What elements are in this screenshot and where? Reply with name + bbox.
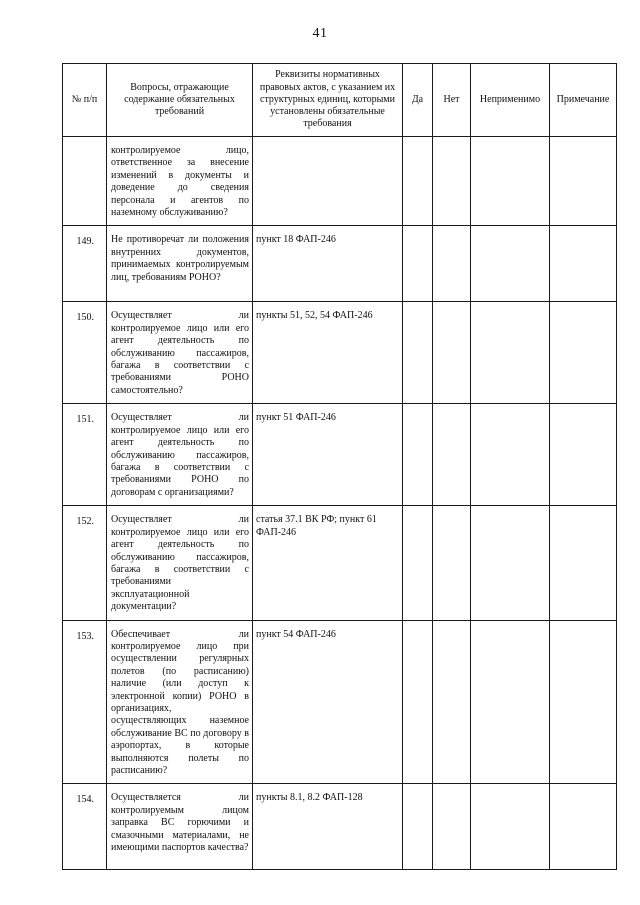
header-yes: Да	[403, 64, 433, 137]
cell-note	[550, 620, 617, 784]
row-question: контролируемое лицо, ответственное за внесение изменений в документы и доведение до сведения персонала и агентов по наземному обслуживанию?	[107, 137, 253, 226]
header-requisites: Реквизиты нормативных правовых актов, с указанием их структурных единиц, которыми установлены обязательные требования	[253, 64, 403, 137]
row-question: Осуществляет ли контролируемое лицо или его агент деятельность по обслуживанию пассажиров, багажа в соответствии с требованиями РОНО по договорам с организациями?	[107, 404, 253, 506]
table-row	[63, 506, 617, 620]
table-row	[63, 226, 617, 302]
cell-not-applicable	[471, 404, 550, 506]
row-requisites	[253, 137, 403, 226]
table-row	[63, 620, 617, 784]
table-header-row	[63, 64, 617, 137]
cell-no	[433, 302, 471, 404]
cell-no	[433, 784, 471, 870]
row-requisites: пункты 51, 52, 54 ФАП-246	[253, 302, 403, 404]
row-number: 150.	[63, 302, 107, 404]
cell-not-applicable	[471, 506, 550, 620]
cell-note	[550, 784, 617, 870]
header-num: № п/п	[63, 64, 107, 137]
header-question: Вопросы, отражающие содержание обязательных требований	[107, 64, 253, 137]
cell-no	[433, 226, 471, 302]
cell-note	[550, 226, 617, 302]
page-number: 41	[312, 26, 328, 41]
cell-not-applicable	[471, 137, 550, 226]
table-row	[63, 302, 617, 404]
cell-yes	[403, 506, 433, 620]
cell-note	[550, 404, 617, 506]
row-number: 153.	[63, 620, 107, 784]
row-question: Осуществляет ли контролируемое лицо или его агент деятельность по обслуживанию пассажиров, багажа в соответствии с требованиями эксплуатационной документации?	[107, 506, 253, 620]
cell-no	[433, 137, 471, 226]
table-row	[63, 137, 617, 226]
cell-yes	[403, 404, 433, 506]
checklist-table	[62, 63, 617, 870]
cell-not-applicable	[471, 226, 550, 302]
cell-not-applicable	[471, 302, 550, 404]
cell-not-applicable	[471, 620, 550, 784]
row-question: Осуществляет ли контролируемое лицо или его агент деятельность по обслуживанию пассажиров, багажа в соответствии с требованиями РОНО самостоятельно?	[107, 302, 253, 404]
row-requisites: статья 37.1 ВК РФ; пункт 61 ФАП-246	[253, 506, 403, 620]
cell-no	[433, 506, 471, 620]
row-number: 154.	[63, 784, 107, 870]
row-question: Обеспечивает ли контролируемое лицо при осуществлении регулярных полетов (по расписанию) наличие (или доступ к электронной копии) РОНО в организациях, осуществляющих наземное обслуживание ВС по договору в аэропортах, в которые выполняются полеты по расписанию?	[107, 620, 253, 784]
row-requisites: пункт 18 ФАП-246	[253, 226, 403, 302]
cell-no	[433, 404, 471, 506]
row-requisites: пункты 8.1, 8.2 ФАП-128	[253, 784, 403, 870]
cell-yes	[403, 302, 433, 404]
row-requisites: пункт 54 ФАП-246	[253, 620, 403, 784]
row-requisites: пункт 51 ФАП-246	[253, 404, 403, 506]
table-row	[63, 784, 617, 870]
cell-yes	[403, 784, 433, 870]
cell-note	[550, 137, 617, 226]
header-no: Нет	[433, 64, 471, 137]
cell-note	[550, 506, 617, 620]
row-number: 152.	[63, 506, 107, 620]
cell-yes	[403, 226, 433, 302]
table-row	[63, 404, 617, 506]
cell-note	[550, 302, 617, 404]
header-not-applicable: Неприменимо	[471, 64, 550, 137]
cell-yes	[403, 137, 433, 226]
row-question: Осуществляется ли контролируемым лицом заправка ВС горючими и смазочными материалами, не имеющими паспортов качества?	[107, 784, 253, 870]
cell-yes	[403, 620, 433, 784]
row-number: 151.	[63, 404, 107, 506]
cell-not-applicable	[471, 784, 550, 870]
row-number: 149.	[63, 226, 107, 302]
row-number	[63, 137, 107, 226]
cell-no	[433, 620, 471, 784]
header-note: Примечание	[550, 64, 617, 137]
row-question: Не противоречат ли положения внутренних документов, принимаемых контролируемым лиц, требованиям РОНО?	[107, 226, 253, 302]
